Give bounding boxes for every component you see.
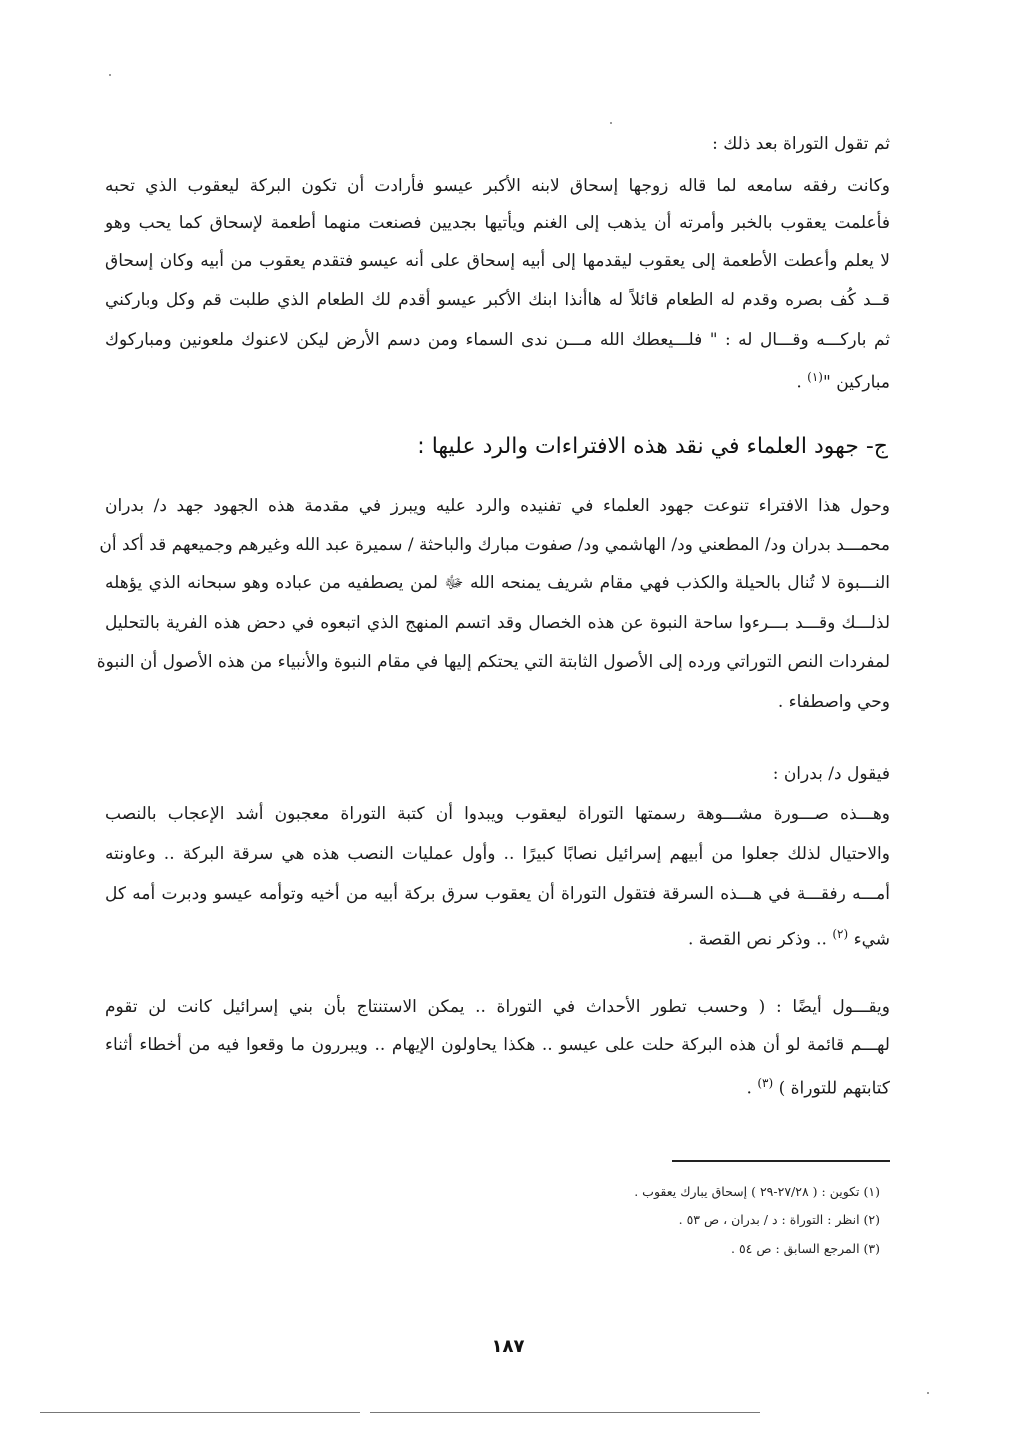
section1-last-end: . xyxy=(796,372,808,393)
footnote-2: (٢) انظر : التوراة : د / بدران ، ص ٥٣ . xyxy=(678,1212,880,1227)
scan-speck xyxy=(109,74,111,76)
section4-last-end: . xyxy=(746,1078,758,1099)
footnote-divider xyxy=(672,1160,890,1162)
section3-line-1: وهـــذه صـــورة مشـــوهة رسمتها التوراة ليعقوب ويبدوا أن كتبة التوراة معجبون أشد الإعجاب بالنصب xyxy=(105,804,890,824)
section1-line-5: ثم باركـــه وقـــال له : " فلـــيعطك الله مـــن ندى السماء ومن دسم الأرض ليكن لاعنوك ملعونين ومباركوك xyxy=(105,330,890,350)
footnote-ref-1[interactable]: (١) xyxy=(807,370,823,384)
section2-line-5: لمفردات النص التوراتي ورده إلى الأصول الثابتة التي يحتكم إليها في مقام النبوة والأنبياء من هذه الأصول أن النبوة xyxy=(96,652,890,672)
section2-last-line: وحي واصطفاء . xyxy=(777,692,890,712)
section1-line-4: قــد كُف بصره وقدم له الطعام قائلاً له هاأنذا ابنك الأكبر عيسو أقدم لك الطعام الذي طلبت قم وكل وباركني xyxy=(105,290,890,310)
footnote-ref-3[interactable]: (٣) xyxy=(757,1076,774,1090)
section2-line-3: النـــبوة لا تُنال بالحيلة والكذب فهي مقام شريف يمنحه الله ﷻ لمن يصطفيه من عباده وهو سبحانه الذي يؤهله xyxy=(105,573,890,593)
page-number: ١٨٧ xyxy=(491,1336,525,1357)
scan-speck xyxy=(610,122,612,124)
section1-line-3: لا يعلم وأعطت الأطعمة إلى يعقوب ليقدمها إلى أبيه إسحاق على أنه عيسو فتقدم يعقوب من أبيه وكان إسحاق xyxy=(105,251,890,271)
section1-last-line xyxy=(796,365,890,395)
section4-last-start: كتابتهم للتوراة ) xyxy=(773,1078,890,1099)
scan-edge-line xyxy=(40,1412,360,1413)
section1-last-text: مباركين " xyxy=(822,372,890,393)
section1-line-1: وكانت رفقه سامعه لما قاله زوجها إسحاق لابنه الأكبر عيسو فأرادت أن تكون البركة ليعقوب الذي تحبه xyxy=(105,176,890,196)
section3-intro: فيقول د/ بدران : xyxy=(772,764,890,784)
section2-line-2: محمـــد بدران ود/ المطعني ود/ الهاشمي ود/ صفوت مبارك والباحثة / سميرة عبد الله وغيرهم وجميعهم قد أكد أن xyxy=(99,535,890,555)
footnote-1: (١) تكوين : ( ٢٧/٢٨-٢٩ ) إسحاق يبارك يعقوب . xyxy=(634,1184,880,1199)
section2-line-4: لذلـــك وقـــد بـــرءوا ساحة النبوة عن هذه الخصال وقد اتسم المنهج الذي اتبعوه في دحض هذه الفرية بالتحليل xyxy=(105,613,890,633)
section1-line-2: فأعلمت يعقوب بالخبر وأمرته أن يذهب إلى الغنم ويأتيها بجديين فصنعت منهما أطعمة لإسحاق كما يحب وهو xyxy=(105,213,890,233)
section1-intro: ثم تقول التوراة بعد ذلك : xyxy=(712,134,890,154)
section3-line-3: أمـــه رفقـــة في هـــذه السرقة فتقول التوراة أن يعقوب سرق بركة أبيه من أخيه وتوأمه عيسو ودبرت أمه كل xyxy=(105,884,890,904)
scan-edge-line xyxy=(370,1412,760,1413)
section4-line-1: ويقـــول أيضًا : ( وحسب تطور الأحداث في التوراة .. يمكن الاستنتاج بأن بني إسرائيل كانت لن تقوم xyxy=(105,997,890,1017)
section3-last-line xyxy=(688,922,890,952)
section3-line-2: والاحتيال لذلك جعلوا من أبيهم إسرائيل نصابًا كبيرًا .. وأول عمليات النصب هذه هي سرقة البركة .. وعاونته xyxy=(105,844,890,864)
section2-line-1: وحول هذا الافتراء تنوعت جهود العلماء في تفنيده والرد عليه ويبرز في مقدمة هذه الجهود جهد د/ بدران xyxy=(105,496,890,516)
section3-last-end: .. وذكر نص القصة . xyxy=(687,929,833,950)
section-heading: ج- جهود العلماء في نقد هذه الافتراءات والرد عليها : xyxy=(417,434,888,459)
section3-last-start: شيء xyxy=(848,929,890,950)
section4-last-line xyxy=(747,1071,890,1101)
section4-line-2: لهـــم قائمة لو أن هذه البركة حلت على عيسو .. هكذا يحاولون الإيهام .. ويبررون ما وقعوا فيه من أخطاء أثناء xyxy=(105,1035,890,1055)
footnote-ref-2[interactable]: (٢) xyxy=(832,927,849,941)
footnote-3: (٣) المرجع السابق : ص ٥٤ . xyxy=(731,1241,880,1256)
scan-speck xyxy=(927,1392,929,1394)
